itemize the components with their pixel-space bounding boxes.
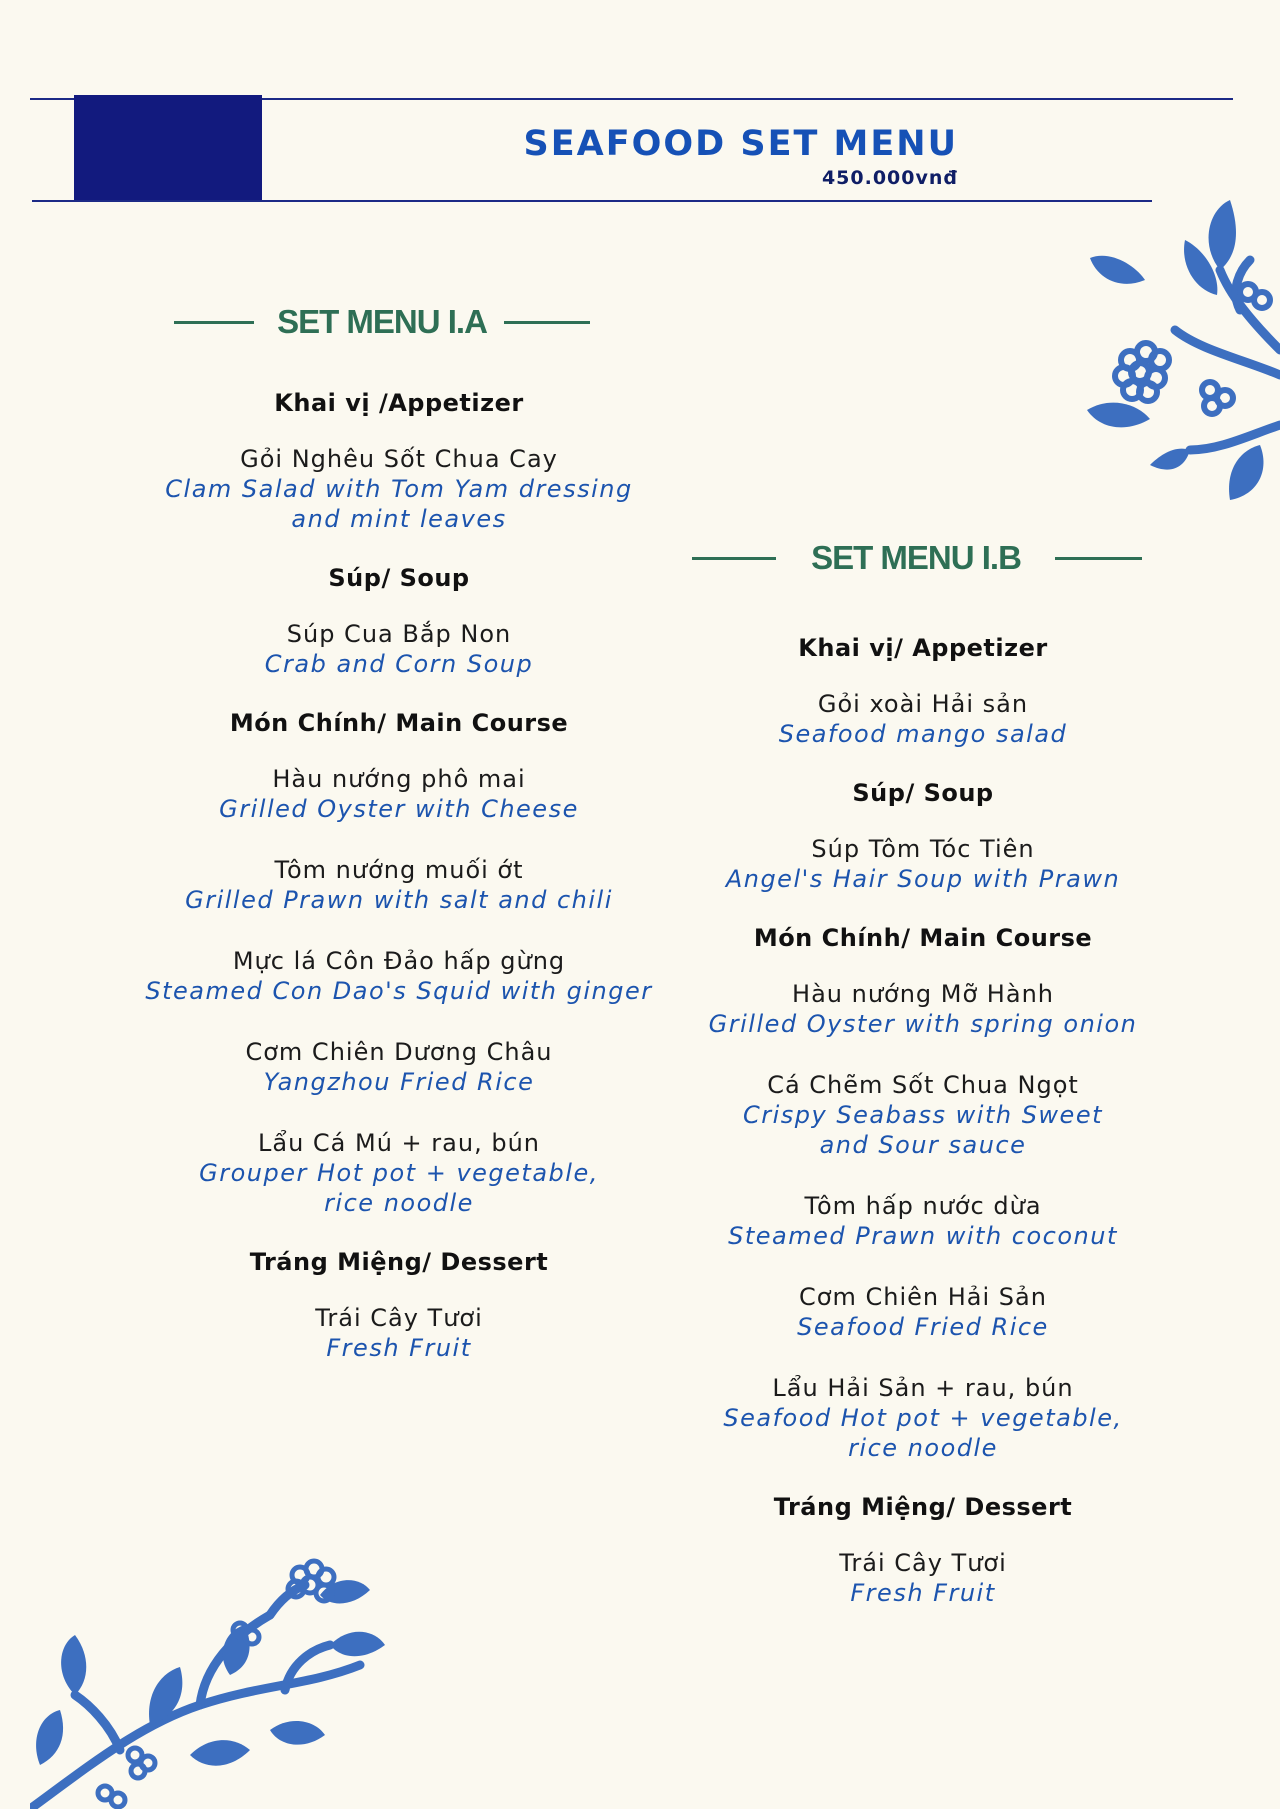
course-soup (680, 775, 1166, 894)
dish-name-english: Seafood Fried Rice (797, 1313, 1049, 1341)
dish-name-vietnamese: Hàu nướng phô mai (272, 765, 526, 793)
dish-item (680, 834, 1166, 894)
course-appetizer (680, 630, 1166, 749)
course-title: Món Chính/ Main Course (229, 709, 569, 737)
course-title: Món Chính/ Main Course (753, 924, 1093, 952)
dish-name-vietnamese: Tôm hấp nước dừa (804, 1192, 1042, 1220)
dish-name-english: Fresh Fruit (850, 1579, 996, 1607)
course-main (680, 920, 1166, 1463)
dish-name-english: Steamed Prawn with coconut (728, 1222, 1118, 1250)
dish-name-english: Clam Salad with Tom Yam dressing and mint leaves (165, 475, 633, 533)
menu-price: 450.000vnđ (821, 167, 958, 189)
dish-name-vietnamese: Cá Chẽm Sốt Chua Ngọt (767, 1071, 1079, 1099)
dish-name-vietnamese: Cơm Chiên Hải Sản (799, 1283, 1047, 1311)
dish-name-vietnamese: Hàu nướng Mỡ Hành (792, 980, 1054, 1008)
dish-name-english: Grilled Prawn with salt and chili (185, 886, 613, 914)
dish-name-vietnamese: Mực lá Côn Đảo hấp gừng (232, 947, 566, 975)
set-menu-b-heading (692, 538, 1142, 578)
dish-name-english: Crispy Seabass with Sweet and Sour sauce (743, 1101, 1103, 1159)
dish-item (680, 1282, 1166, 1342)
dish-item (680, 1373, 1166, 1463)
header-color-block (74, 95, 262, 200)
dish-item (680, 689, 1166, 749)
heading-left-line (692, 557, 776, 560)
dish-name-vietnamese: Lẩu Hải Sản + rau, bún (772, 1374, 1074, 1402)
dish-name-vietnamese: Súp Cua Bắp Non (286, 620, 512, 648)
dish-name-english: Angel's Hair Soup with Prawn (725, 865, 1121, 893)
course-title: Tráng Miệng/ Dessert (249, 1248, 549, 1276)
course-dessert (680, 1489, 1166, 1608)
dish-name-vietnamese: Gỏi Nghêu Sốt Chua Cay (240, 445, 558, 473)
course-dessert (110, 1244, 688, 1363)
header-bottom-rule (32, 200, 1152, 202)
dish-name-vietnamese: Trái Cây Tươi (315, 1304, 483, 1332)
heading-right-line (1055, 557, 1142, 560)
dish-name-vietnamese: Gỏi xoài Hải sản (817, 690, 1029, 718)
dish-name-english: Fresh Fruit (326, 1334, 472, 1362)
dish-item (110, 619, 688, 679)
course-main (110, 705, 688, 1218)
botanical-branch-top-right-icon (1080, 200, 1280, 530)
dish-item (680, 1191, 1166, 1251)
heading-right-line (504, 321, 590, 324)
heading-left-line (174, 321, 254, 324)
dish-item (110, 946, 688, 1006)
course-appetizer (110, 385, 688, 534)
dish-name-english: Grouper Hot pot + vegetable, rice noodle (199, 1159, 599, 1217)
page-title: SEAFOOD SET MENU (523, 124, 958, 164)
dish-item (680, 1070, 1166, 1160)
course-title: Súp/ Soup (852, 779, 994, 807)
set-menu-b-title: SET MENU I.B (811, 539, 1021, 576)
set-menu-b (680, 630, 1166, 1634)
set-menu-a-heading (174, 302, 590, 342)
course-title: Khai vị/ Appetizer (798, 634, 1048, 662)
dish-name-vietnamese: Trái Cây Tươi (839, 1549, 1007, 1577)
dish-name-vietnamese: Cơm Chiên Dương Châu (245, 1038, 553, 1066)
dish-item (680, 979, 1166, 1039)
dish-item (110, 444, 688, 534)
course-title: Khai vị /Appetizer (274, 389, 524, 417)
dish-name-english: Yangzhou Fried Rice (263, 1068, 535, 1096)
dish-name-english: Seafood mango salad (778, 720, 1068, 748)
set-menu-a (110, 385, 688, 1389)
dish-name-vietnamese: Lẩu Cá Mú + rau, bún (258, 1129, 540, 1157)
course-soup (110, 560, 688, 679)
dish-item (680, 1548, 1166, 1608)
dish-name-english: Steamed Con Dao's Squid with ginger (145, 977, 653, 1005)
dish-name-english: Seafood Hot pot + vegetable, rice noodle (723, 1404, 1123, 1462)
course-title: Tráng Miệng/ Dessert (773, 1493, 1073, 1521)
dish-item (110, 764, 688, 824)
dish-name-vietnamese: Súp Tôm Tóc Tiên (811, 835, 1035, 863)
course-title: Súp/ Soup (328, 564, 470, 592)
dish-item (110, 1037, 688, 1097)
dish-item (110, 855, 688, 915)
dish-name-vietnamese: Tôm nướng muối ớt (274, 856, 524, 884)
dish-name-english: Grilled Oyster with Cheese (219, 795, 579, 823)
dish-name-english: Grilled Oyster with spring onion (708, 1010, 1138, 1038)
set-menu-a-title: SET MENU I.A (277, 303, 487, 340)
dish-item (110, 1303, 688, 1363)
dish-item (110, 1128, 688, 1218)
botanical-branch-bottom-left-icon (30, 1555, 415, 1809)
dish-name-english: Crab and Corn Soup (264, 650, 534, 678)
